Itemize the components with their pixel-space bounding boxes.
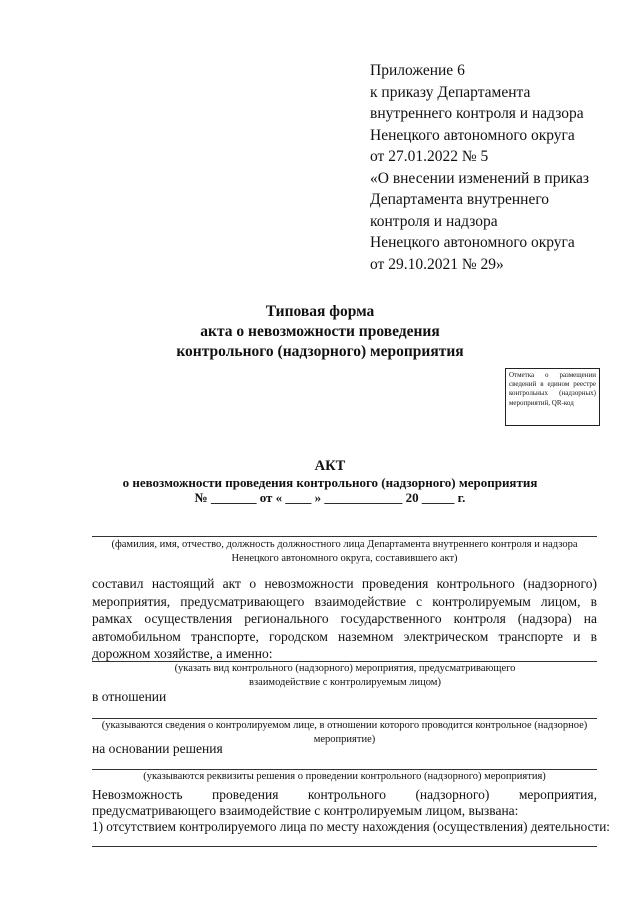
impossibility-word: проведения <box>212 787 279 802</box>
impossibility-word: мероприятия, <box>518 787 597 802</box>
impossibility-rest: предусматривающего взаимодействие с контролируемым лицом, вызвана: <box>92 803 519 818</box>
appendix-line: от 27.01.2022 № 5 <box>370 148 489 165</box>
impossibility-word: (надзорного) <box>415 787 490 802</box>
reason-1-underline <box>92 846 597 847</box>
appendix-line: Департамента внутреннего <box>370 191 550 208</box>
impossibility-line <box>92 786 597 803</box>
form-title-line: Типовая форма <box>265 303 375 320</box>
appendix-block <box>370 60 610 275</box>
official-underline <box>92 536 597 537</box>
official-caption: (фамилия, имя, отчество, должность должностного лица Департамента внутреннего контроля и надзора Ненецкого автономного округа, составившего акт) <box>111 539 578 564</box>
appendix-line: контроля и надзора <box>370 212 498 230</box>
decision-caption: (указываются реквизиты решения о проведении контрольного (надзорного) мероприятия) <box>143 771 546 782</box>
act-number-line: № _______ от « ____ » ____________ 20 _____ г. <box>194 490 466 505</box>
appendix-line: Приложение 6 <box>370 62 465 79</box>
reason-1: 1) отсутствием контролируемого лица по месту нахождения (осуществления) деятельности: <box>92 819 610 834</box>
intro-paragraph: составил настоящий акт о невозможности проведения контрольного (надзорного) мероприятия, предусматривающего взаимодействие с контролируемым лицом, в рамках осуществления регионального государственного контроля (надзора) на автомобильном транспорте, городском наземном электрическом транспорте и в дорожном хозяйстве, а именно: <box>92 576 597 661</box>
appendix-line: Ненецкого автономного округа <box>370 234 575 251</box>
act-subtitle: о невозможности проведения контрольного (надзорного) мероприятия <box>122 475 538 490</box>
appendix-line: от 29.10.2021 № 29» <box>370 255 504 273</box>
appendix-line: внутреннего контроля и надзора <box>370 105 584 122</box>
form-title <box>120 302 520 362</box>
act-title: АКТ <box>314 458 346 474</box>
form-title-line: контрольного (надзорного) мероприятия <box>176 343 464 360</box>
impossibility-word: контрольного <box>307 787 386 802</box>
appendix-line: к приказу Департамента <box>370 83 531 101</box>
appendix-line: Ненецкого автономного округа <box>370 126 575 144</box>
event-type-caption: (указать вид контрольного (надзорного) мероприятия, предусматривающего взаимодействие с контролируемым лицом) <box>174 663 516 688</box>
impossibility-word: Невозможность <box>92 787 183 802</box>
in-relation-label: в отношении <box>92 689 167 704</box>
registry-stamp-box: Отметка о размещении сведений в едином реестре контрольных (надзорных) мероприятий, QR-код <box>505 368 600 426</box>
appendix-line: «О внесении изменений в приказ <box>370 169 590 187</box>
controlled-person-caption: (указываются сведения о контролируемом лице, в отношении которого проводится контрольное (надзорное) мероприятие) <box>101 720 588 745</box>
on-basis-label: на основании решения <box>92 741 223 756</box>
form-title-line: акта о невозможности проведения <box>200 323 440 340</box>
